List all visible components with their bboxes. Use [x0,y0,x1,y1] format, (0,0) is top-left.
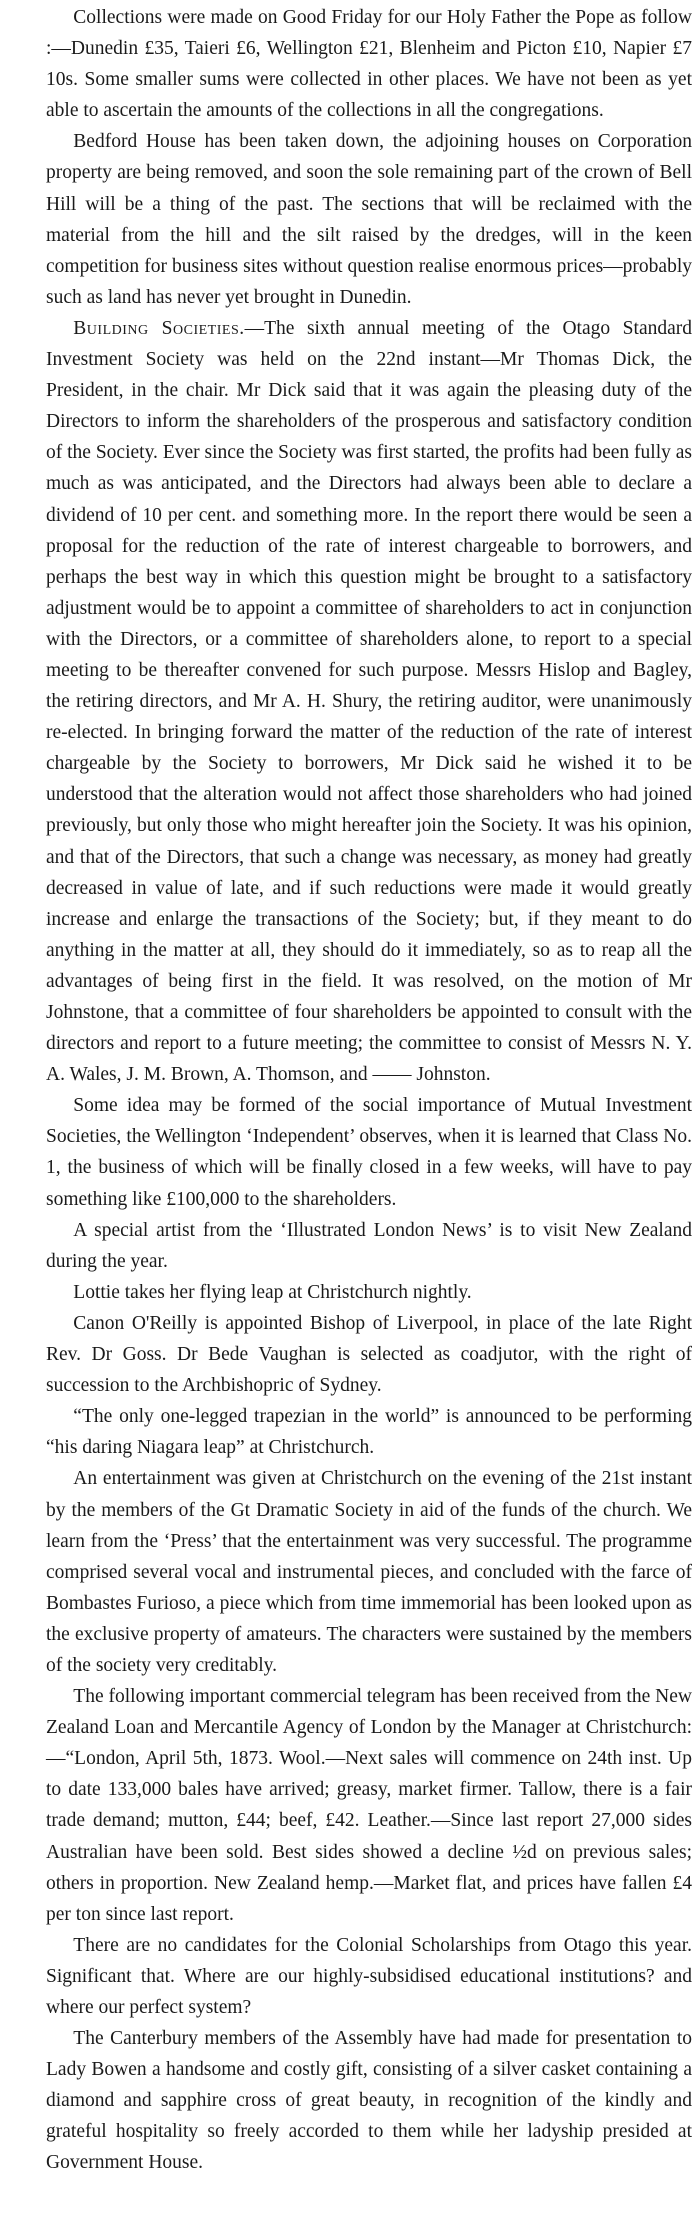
paragraph-collections-good-friday: Collections were made on Good Friday for our Holy Father the Pope as follow :—Dunedin £35, Taieri £6, Wellington £21, Blenheim and Picton £10, Napier £7 10s. Some smaller sums were collected in other places. We have not been as yet able to ascertain the amounts of the collections in all the congregations. [46,7,692,122]
news-column [46,2,692,2179]
paragraph-canon-oreilly: Canon O'Reilly is appointed Bishop of Liverpool, in place of the late Right Rev. Dr Goss. Dr Bede Vaughan is selected as coadjutor, with the right of succession to the Archbishopric of Sydney. [46,1312,692,1397]
paragraph-trapezian: “The only one-legged trapezian in the world” is announced to be performing “his daring Niagara leap” at Christchurch. [46,1406,692,1459]
paragraph-bedford-house: Bedford House has been taken down, the adjoining houses on Corporation property are being removed, and soon the sole remaining part of the crown of Bell Hill will be a thing of the past. The sections that will be reclaimed with the material from the hill and the silt raised by the dredges, will in the keen competition for business sites without question realise enormous prices—probably such as land has never yet brought in Dunedin. [46,131,692,308]
paragraph-entertainment: An entertainment was given at Christchurch on the evening of the 21st instant by the members of the Gt Dramatic Society in aid of the funds of the church. We learn from the ‘Press’ that the entertainment was very successful. The programme comprised several vocal and instrumental pieces, and concluded with the farce of Bombastes Furioso, a piece which from time immemorial has been looked upon as the exclusive property of amateurs. The characters were sustained by the members of the society very creditably. [46,1468,692,1676]
paragraph-canterbury-members: The Canterbury members of the Assembly have had made for presentation to Lady Bowen a handsome and costly gift, consisting of a silver casket containing a diamond and sapphire cross of great beauty, in recognition of the kindly and grateful hospitality so freely accorded to them while her ladyship presided at Government House. [46,2028,692,2174]
paragraph-mutual-investment: Some idea may be formed of the social importance of Mutual Investment Societies, the Wellington ‘Independent’ observes, when it is learned that Class No. 1, the business of which will be finally closed in a few weeks, will have to pay something like £100,000 to the shareholders. [46,1095,692,1210]
paragraph-colonial-scholarships: There are no candidates for the Colonial Scholarships from Otago this year. Significant that. Where are our highly-subsidised educational institutions? and where our perfect system? [46,1934,692,2018]
paragraph-lottie: Lottie takes her flying leap at Christchurch nightly. [73,1281,472,1303]
section-heading-building-societies: Building Societies. [73,317,245,339]
paragraph-building-societies [46,313,692,1090]
paragraph-special-artist: A special artist from the ‘Illustrated London News’ is to visit New Zealand during the year. [46,1219,692,1272]
paragraph-building-societies-body: —The sixth annual meeting of the Otago Standard Investment Society was held on the 22nd instant—Mr Thomas Dick, the President, in the chair. Mr Dick said that it was again the pleasing duty of the Directors to inform the shareholders of the prosperous and satisfactory condition of the Society. Ever since the Society was first started, the profits had been fully as much as was anticipated, and the Directors had always been able to declare a dividend of 10 per cent. and something more. In the report there would be seen a proposal for the reduction of the rate of interest chargeable to borrowers, and perhaps the best way in which this question might be brought to a satisfactory adjustment would be to appoint a committee of shareholders to act in conjunction with the Directors, or a committee of shareholders alone, to report to a special meeting to be thereafter convened for such purpose. Messrs Hislop and Bagley, the retiring directors, and Mr A. H. Shury, the retiring auditor, were unanimously re-elected. In bringing forward the matter of the reduction of the rate of interest chargeable by the Society to borrowers, Mr Dick said he wished it to be understood that the alteration would not affect those shareholders who had joined previously, but only those who might hereafter join the Society. It was his opinion, and that of the Directors, that such a change was necessary, as money had greatly decreased in value of late, and if such reductions were made it would greatly increase and enlarge the transactions of the Society; but, if they meant to do anything in the matter at all, they should do it immediately, so as to reap all the advantages of being first in the field. It was resolved, on the motion of Mr Johnstone, that a committee of four shareholders be appointed to consult with the directors and report to a future meeting; the committee to consist of Messrs N. Y. A. Wales, J. M. Brown, A. Thomson, and —— Johnston. [46,317,692,1086]
paragraph-commercial-telegram: The following important commercial telegram has been received from the New Zealand Loan and Mercantile Agency of London by the Manager at Christchurch:—“London, April 5th, 1873. Wool.—Next sales will commence on 24th inst. Up to date 133,000 bales have arrived; greasy, market firmer. Tallow, there is a fair trade demand; mutton, £44; beef, £42. Leather.—Since last report 27,000 sides Australian have been sold. Best sides showed a decline ½d on previous sales; others in proportion. New Zealand hemp.—Market flat, and prices have fallen £4 per ton since last report. [46,1686,692,1925]
